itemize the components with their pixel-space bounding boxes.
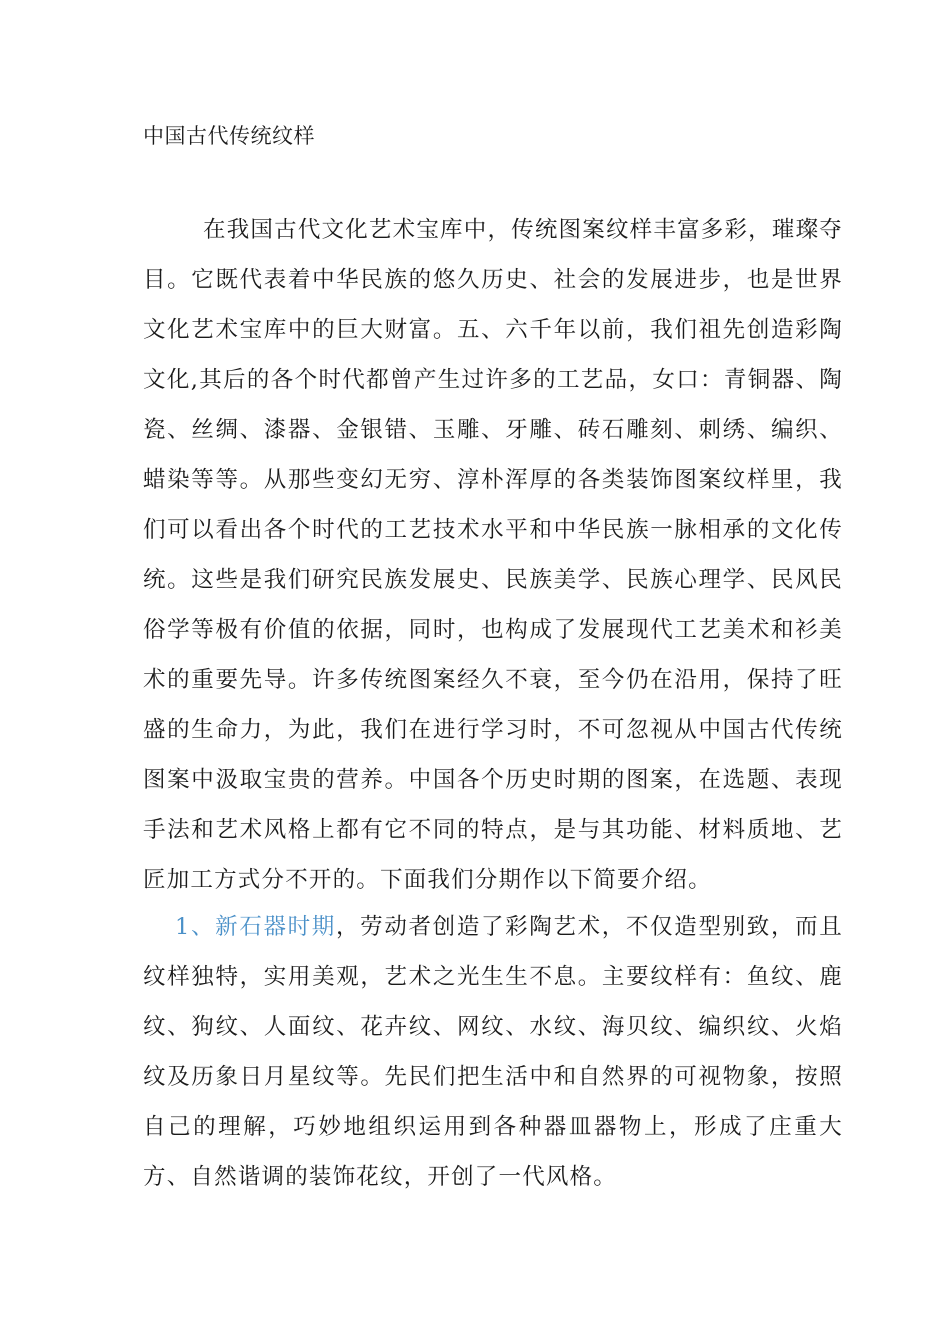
- document-title: 中国古代传统纹样: [143, 124, 315, 148]
- intro-paragraph: 在我国古代文化艺术宝库中，传统图案纹样丰富多彩，璀璨夺目。它既代表着中华民族的悠久历史、社会的发展进步，也是世界文化艺术宝库中的巨大财富。五、六千年以前，我们祖先创造彩陶文化,其后的各个时代都曾产生过许多的工艺品，女口：青铜器、陶瓷、丝绸、漆器、金银错、玉雕、牙雕、砖石雕刻、刺绣、编织、蜡染等等。从那些变幻无穷、淳朴浑厚的各类装饰图案纹样里，我们可以看出各个时代的工艺技术水平和中华民族一脉相承的文化传统。这些是我们研究民族发展史、民族美学、民族心理学、民风民俗学等极有价值的依据，同时，也构成了发展现代工艺美术和衫美术的重要先导。许多传统图案经久不衰，至今仍在沿用，保持了旺盛的生命力，为此，我们在进行学习时，不可忽视从中国古代传统图案中汲取宝贵的营养。中国各个历史时期的图案，在选题、表现手法和艺术风格上都有它不同的特点，是与其功能、材料质地、艺匠加工方式分不开的。下面我们分期作以下简要介绍。: [143, 217, 843, 893]
- section-neolithic-body: ，劳动者创造了彩陶艺术，不仅造型别致，而且纹样独特，实用美观，艺术之光生生不息。主要纹样有：鱼纹、鹿纹、狗纹、人面纹、花卉纹、网纹、水纹、海贝纹、编织纹、火焰纹及历象日月星纹等。先民们把生活中和自然界的可视物象，按照自己的理解，巧妙地组织运用到各种器皿器物上，形成了庄重大方、自然谐调的装饰花纹，开创了一代风格。: [143, 914, 844, 1190]
- section-neolithic-heading[interactable]: 1、新石器时期: [175, 914, 336, 940]
- section-neolithic-paragraph: [143, 902, 843, 1202]
